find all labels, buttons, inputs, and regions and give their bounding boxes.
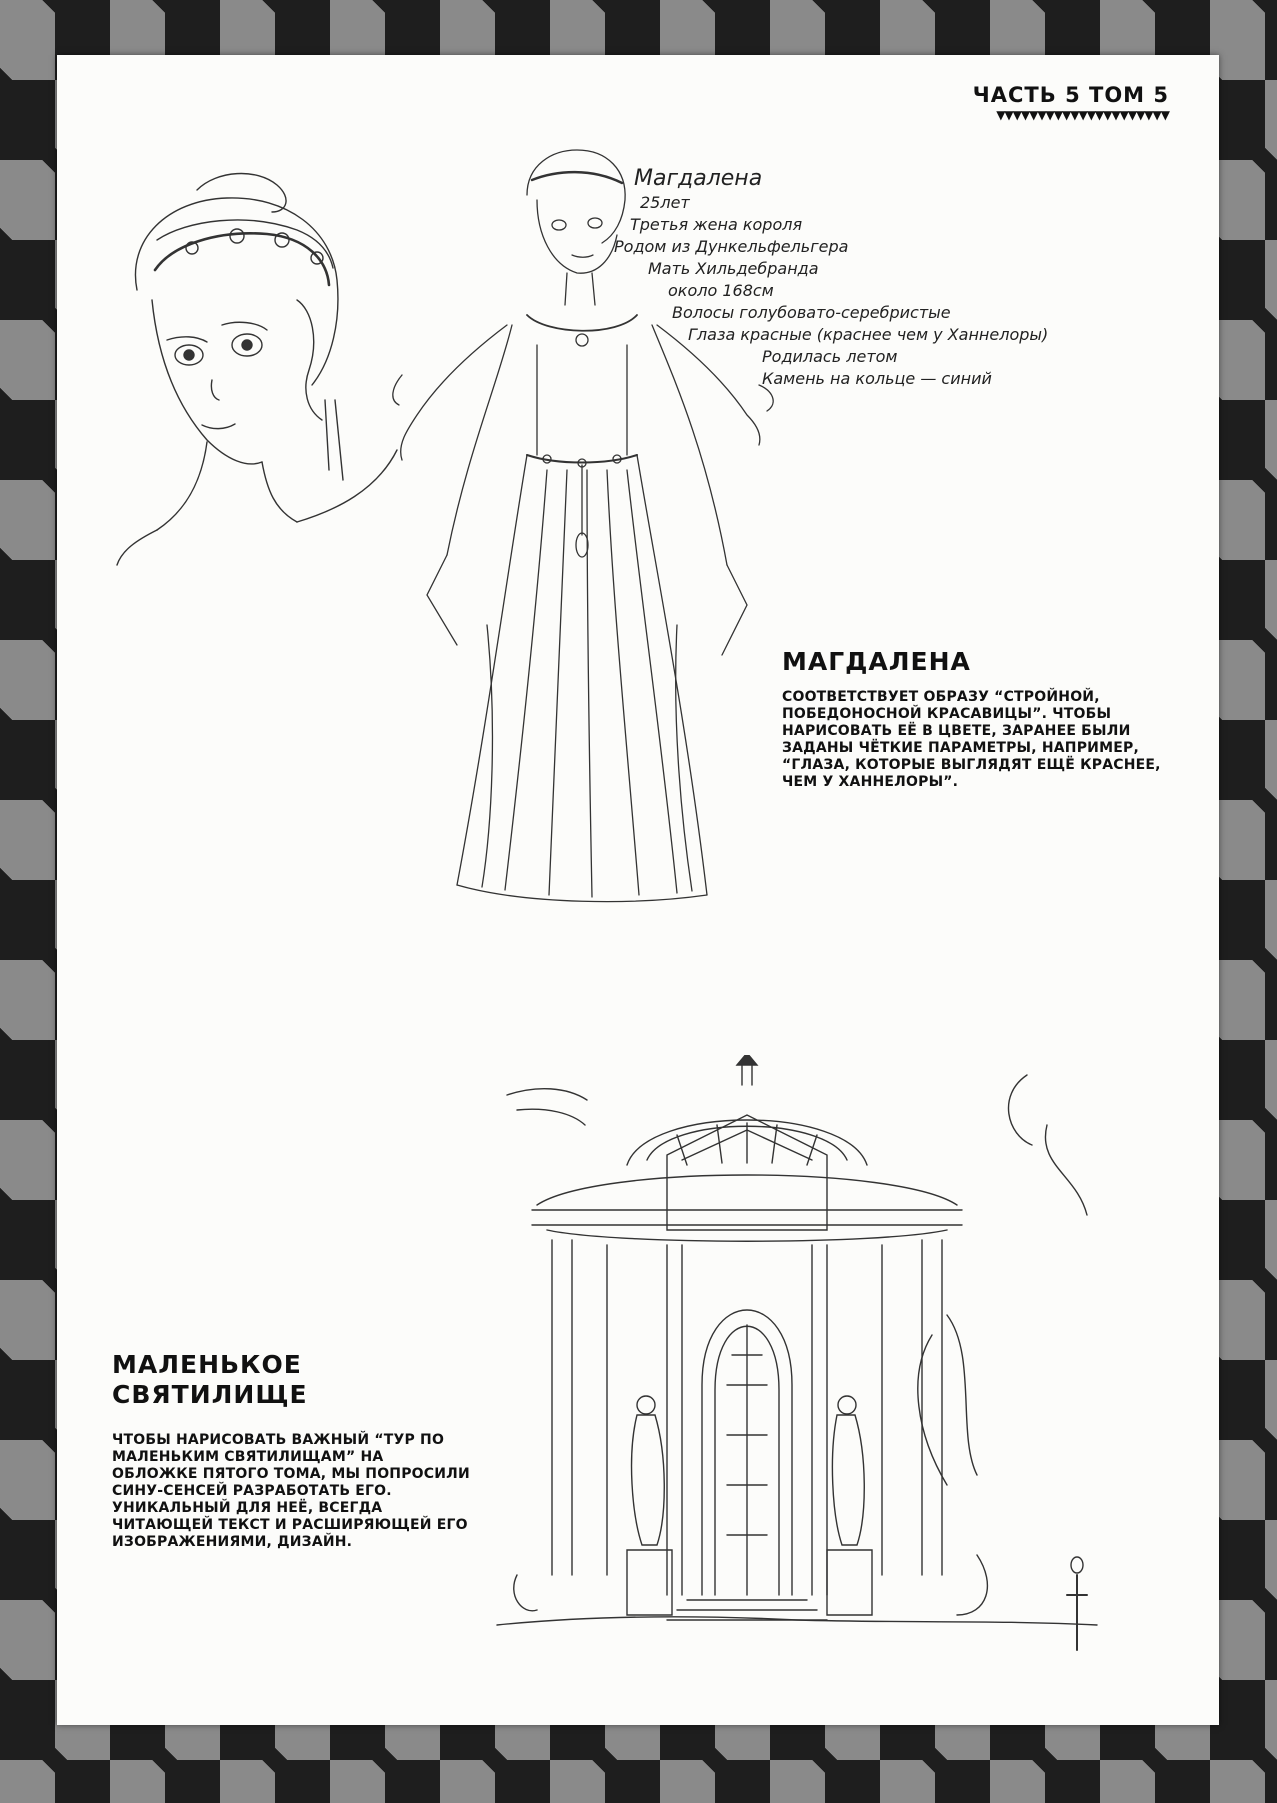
note-role: Третья жена короля [630, 215, 803, 234]
note-origin: Родом из Дункельфельгера [614, 237, 849, 256]
magdalena-title: МАГДАЛЕНА [782, 647, 971, 676]
chapter-header [973, 83, 1169, 121]
note-mother: Мать Хильдебранда [648, 259, 819, 278]
sanctuary-title: МАЛЕНЬКОЕ СВЯТИЛИЩЕ [112, 1350, 308, 1409]
note-hair: Волосы голубовато-серебристые [672, 303, 951, 322]
note-eyes: Глаза красные (краснее чем у Ханнелоры) [688, 325, 1049, 344]
chapter-label: ЧАСТЬ 5 ТОМ 5 [972, 83, 1169, 107]
note-age: 25лет [640, 193, 690, 212]
triangle-border: ▼▼▼▼▼▼▼▼▼▼▼▼▼▼▼▼▼▼▼▼▼ [996, 108, 1169, 122]
character-notes [612, 168, 1172, 390]
page-sheet [57, 55, 1219, 1725]
small-sanctuary-sketch [477, 1055, 1137, 1665]
sanctuary-description: ЧТОБЫ НАРИСОВАТЬ ВАЖНЫЙ “ТУР ПО МАЛЕНЬКИМ СВЯТИЛИЩАМ” НА ОБЛОЖКЕ ПЯТОГО ТОМА, МЫ ПОПРОСИЛИ СИНУ-СЕНСЕЙ РАЗРАБОТАТЬ ЕГО. УНИКАЛЬНЫЙ ДЛЯ НЕЁ, ВСЕГДА ЧИТАЮЩЕЙ ТЕКСТ И РАСШИРЯЮЩЕЙ ЕГО ИЗОБРАЖЕНИЯМИ, ДИЗАЙН. [112, 1432, 470, 1550]
magdalena-description: СООТВЕТСТВУЕТ ОБРАЗУ “СТРОЙНОЙ, ПОБЕДОНОСНОЙ КРАСАВИЦЫ”. ЧТОБЫ НАРИСОВАТЬ ЕЁ В ЦВЕТЕ, ЗАРАНЕЕ БЫЛИ ЗАДАНЫ ЧЁТКИЕ ПАРАМЕТРЫ, НАПРИМЕР, “ГЛАЗА, КОТОРЫЕ ВЫГЛЯДЯТ ЕЩЁ КРАСНЕЕ, ЧЕМ У ХАННЕЛОРЫ”. [782, 689, 1161, 790]
note-birth: Родилась летом [762, 347, 898, 366]
portrait-sketch [97, 150, 417, 570]
note-name: Магдалена [634, 166, 763, 191]
note-height: около 168см [668, 281, 774, 300]
note-ring: Камень на кольце — синий [762, 369, 992, 388]
